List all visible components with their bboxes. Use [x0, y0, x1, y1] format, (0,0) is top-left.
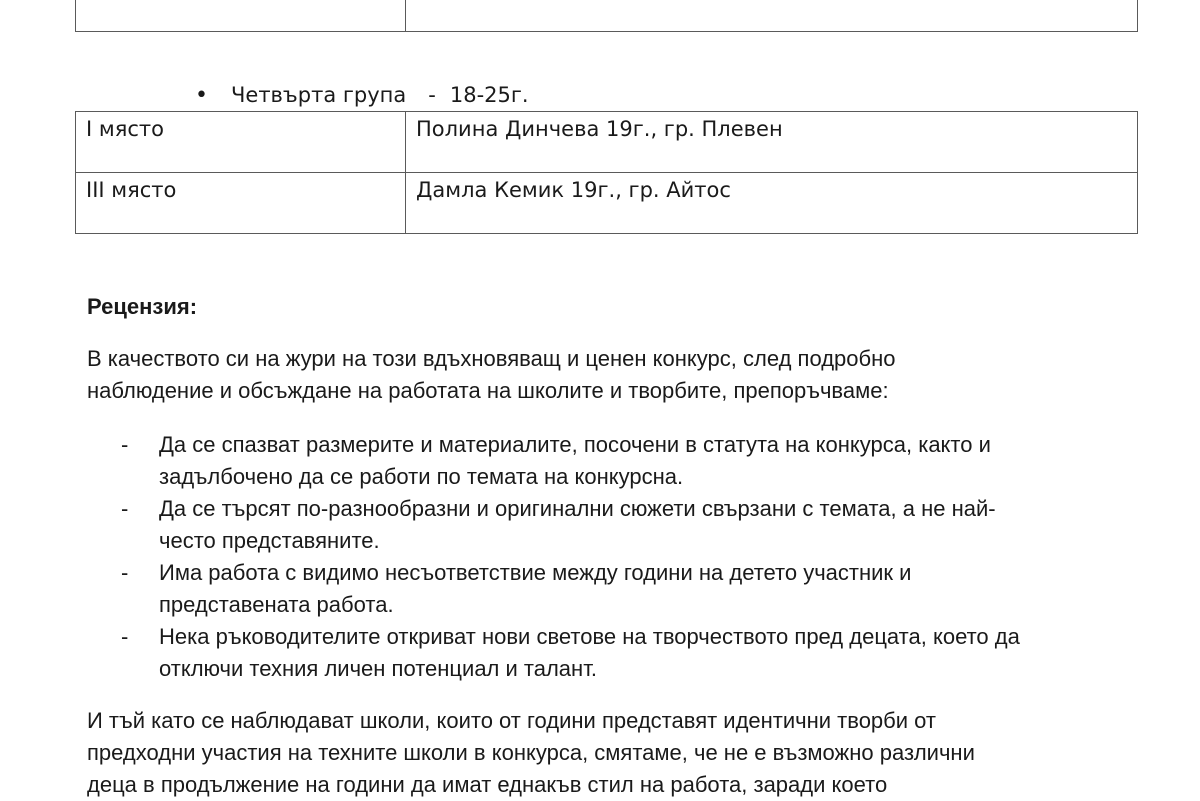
- text-line: предходни участия на техните школи в конкурса, смятаме, че не е възможно различни: [87, 740, 975, 765]
- winner-cell: Дамла Кемик 19г., гр. Айтос: [406, 173, 1138, 234]
- winners-table-group4: [75, 111, 1138, 234]
- group-heading: [195, 81, 529, 109]
- winner-cell: Полина Динчева 19г., гр. Плевен: [406, 112, 1138, 173]
- text-line: представената работа.: [159, 592, 394, 617]
- winners-table-previous-group: [75, 0, 1138, 32]
- table-row: [76, 112, 1138, 173]
- review-intro-paragraph: [87, 343, 1157, 407]
- text-line: отключи техния личен потенциал и талант.: [159, 656, 597, 681]
- dash-bullet: -: [121, 496, 129, 521]
- list-item: [87, 429, 1157, 493]
- text-line: наблюдение и обсъждане на работата на школите и творбите, препоръчваме:: [87, 378, 889, 403]
- text-line: Нека ръководителите откриват нови светове на творчеството пред децата, което да: [159, 624, 1020, 649]
- place-cell: III място: [76, 173, 406, 234]
- text-line: Да се спазват размерите и материалите, посочени в статута на конкурса, както и: [159, 432, 991, 457]
- list-item: [87, 493, 1157, 557]
- text-line: задълбочено да се работи по темата на конкурсна.: [159, 464, 684, 489]
- text-line: Да се търсят по-разнообразни и оригинални сюжети свързани с темата, а не най-: [159, 496, 996, 521]
- dash-bullet: -: [121, 432, 129, 457]
- bullet-icon: •: [195, 83, 208, 108]
- separator: -: [428, 83, 436, 107]
- place-cell: I място: [76, 112, 406, 173]
- group-label: Четвърта група: [231, 83, 407, 107]
- text-line: често представяните.: [159, 528, 380, 553]
- dash-bullet: -: [121, 560, 129, 585]
- review-heading: Рецензия:: [87, 294, 198, 319]
- dash-bullet: -: [121, 624, 129, 649]
- recommendations-list: [87, 429, 1157, 685]
- list-item: [87, 621, 1157, 685]
- winner-cell: [406, 0, 1138, 32]
- list-item: [87, 557, 1157, 621]
- table-row: [76, 0, 1138, 32]
- text-line: деца в продължение на години да имат еднакъв стил на работа, заради което: [87, 772, 888, 797]
- review-closing-paragraph: [87, 705, 1157, 801]
- table-row: [76, 173, 1138, 234]
- group-ages: 18-25г.: [449, 83, 529, 107]
- place-cell: [76, 0, 406, 32]
- text-line: В качеството си на жури на този вдъхновяващ и ценен конкурс, след подробно: [87, 346, 896, 371]
- text-line: И тъй като се наблюдават школи, които от години представят идентични творби от: [87, 708, 936, 733]
- text-line: Има работа с видимо несъответствие между години на детето участник и: [159, 560, 912, 585]
